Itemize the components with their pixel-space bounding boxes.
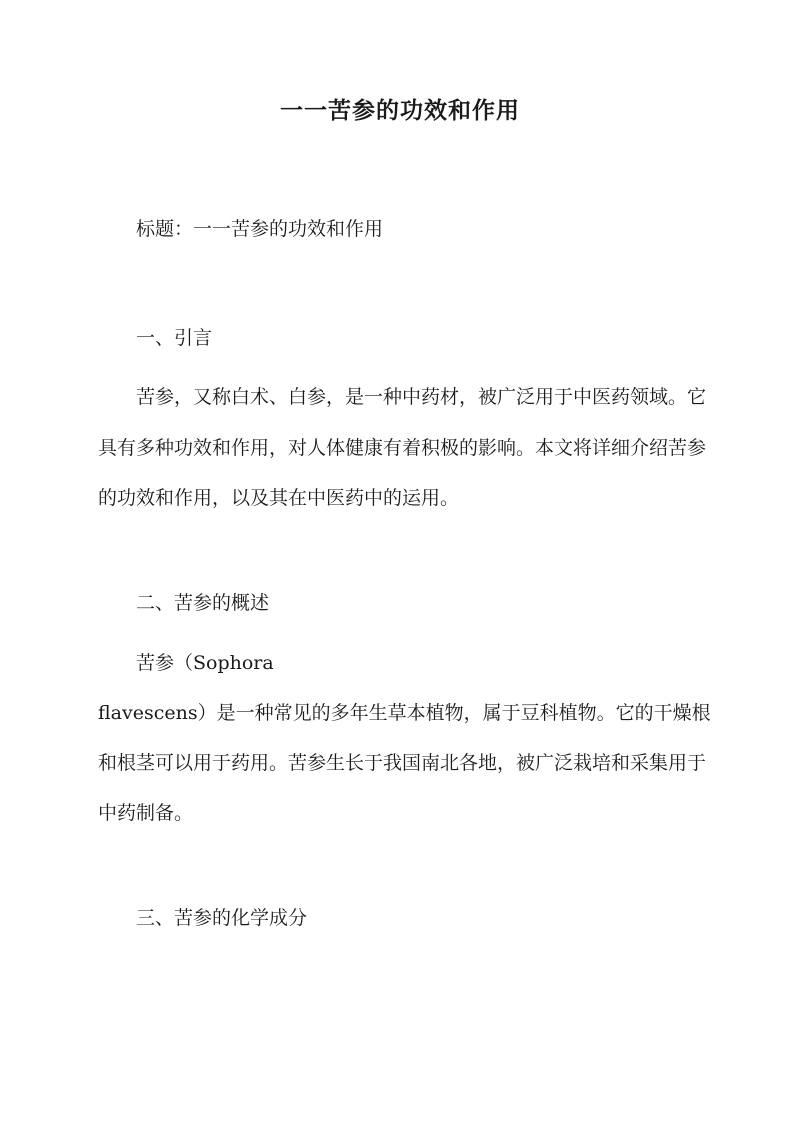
- document-title: 一一苦参的功效和作用: [280, 97, 520, 124]
- paragraph-line: 和根茎可以用于药用。苦参生长于我国南北各地，被广泛栽培和采集用于: [98, 752, 707, 774]
- paragraph-line: 苦参（Sophora: [136, 652, 274, 674]
- paragraph-line: 中药制备。: [98, 802, 194, 824]
- paragraph-line: 苦参，又称白术、白参，是一种中药材，被广泛用于中医药领域。它: [136, 386, 707, 408]
- paragraph-line: 的功效和作用，以及其在中医药中的运用。: [98, 487, 460, 509]
- paragraph-line: flavescens）是一种常见的多年生草本植物，属于豆科植物。它的干燥根: [98, 702, 711, 724]
- section-heading-chemical-composition: 三、苦参的化学成分: [136, 907, 308, 929]
- section-heading-introduction: 一、引言: [136, 327, 213, 349]
- paragraph-line: 具有多种功效和作用，对人体健康有着积极的影响。本文将详细介绍苦参: [98, 437, 707, 459]
- heading-label: 标题：一一苦参的功效和作用: [136, 218, 384, 240]
- section-heading-overview: 二、苦参的概述: [136, 592, 270, 614]
